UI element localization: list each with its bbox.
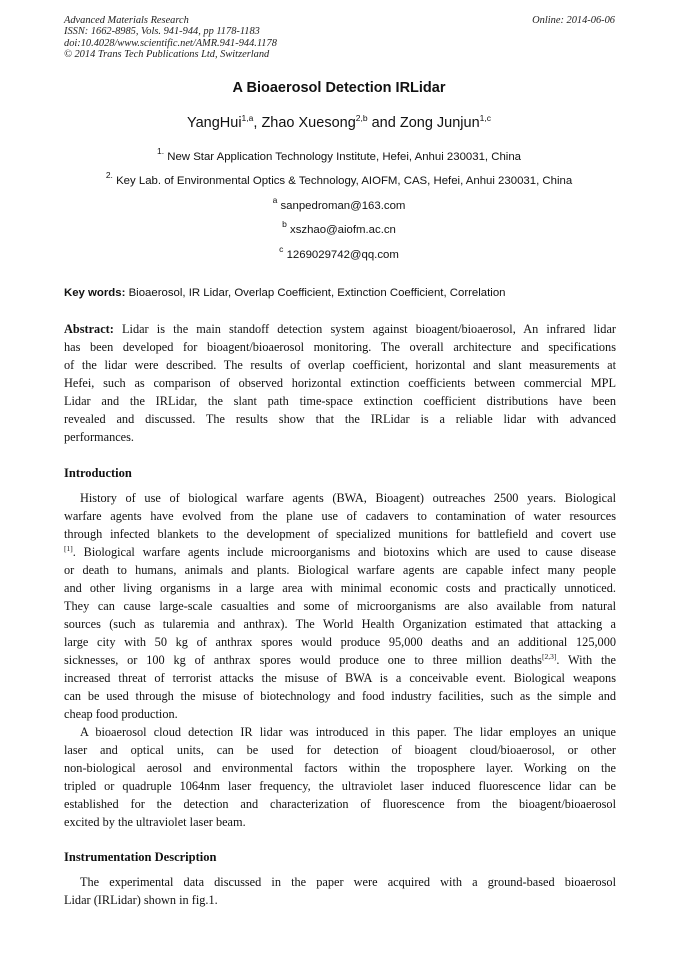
- author-separator: and: [367, 115, 400, 131]
- paragraph-line: increased threat of terrorist attacks the misuse of BWA is a conceivable event. Biological weapons: [64, 671, 616, 685]
- copyright-line: © 2014 Trans Tech Publications Ltd, Switzerland: [64, 49, 270, 61]
- abstract: [64, 320, 616, 446]
- paragraph-line: non-biological aerosol and environmental factors within the troposphere layer. Working on the: [64, 761, 616, 775]
- paragraph-line: They can cause large-scale casualties and some of microorganisms are also available from natural: [64, 599, 616, 613]
- abstract-line: revealed and discussed. The results show that the IRLidar is a reliable lidar with advanced: [64, 412, 616, 426]
- introduction-body: [64, 489, 616, 831]
- abstract-line: Lidar and the IRLidar, the slant path time-space extinction coefficient distributions have been: [64, 394, 616, 408]
- author-affiliation-marker: 1,c: [479, 113, 491, 123]
- author-name: YangHui: [187, 115, 242, 131]
- author-name: Zong Junjun: [399, 115, 480, 131]
- affiliation-text: New Star Application Technology Institute, Hefei, Anhui 230031, China: [167, 151, 522, 163]
- email-c: [0, 244, 678, 261]
- author-separator: ,: [253, 115, 262, 131]
- affiliation-marker: 1.: [156, 146, 165, 156]
- paragraph-line: can be used through the misuse of biotechnology and food industry facilities, such as the simple and: [64, 689, 616, 703]
- affiliation-text: Key Lab. of Environmental Optics & Technology, AIOFM, CAS, Hefei, Anhui 230031, China: [116, 175, 573, 187]
- citation-ref: [2,3]: [541, 652, 557, 661]
- citation-ref: [1]: [64, 544, 73, 553]
- email-marker: b: [282, 219, 287, 229]
- keywords: [64, 287, 616, 299]
- paragraph-line: laser and optical units, can be used for detection of bioagent cloud/bioaerosol, or other: [64, 743, 616, 757]
- email-address: xszhao@aiofm.ac.cn: [290, 224, 396, 236]
- paragraph-line: The experimental data discussed in the paper were acquired with a ground-based bioaerosol: [80, 875, 616, 889]
- paragraph-line: sources (such as tularemia and anthrax). The World Health Organization estimated that attacking a: [64, 617, 616, 631]
- paragraph-line: Lidar (IRLidar) shown in fig.1.: [64, 893, 218, 907]
- online-date: Online: 2014-06-06: [532, 15, 615, 26]
- paragraph-line: sicknesses, or 100 kg of anthrax spores would produce one to three million deaths[2,3]. With the: [64, 652, 616, 667]
- paragraph-line: tripled or quadruple 1064nm laser frequency, the ultraviolet laser induced fluorescence lidar can be: [64, 779, 616, 793]
- paragraph-line: warfare agents have evolved from the plane use of cadavers to contamination of water resources: [64, 509, 616, 523]
- introduction-heading: Introduction: [64, 466, 132, 480]
- paragraph-line: cheap food production.: [64, 707, 178, 721]
- issn-line: ISSN: 1662-8985, Vols. 941-944, pp 1178-1183: [64, 26, 260, 38]
- keywords-text: Bioaerosol, IR Lidar, Overlap Coefficient, Extinction Coefficient, Correlation: [128, 287, 506, 299]
- abstract-line: Hefei, such as comparison of observed horizontal extinction coefficients between commercial MPL: [64, 376, 616, 390]
- journal-name: Advanced Materials Research: [64, 15, 189, 26]
- paragraph-line: History of use of biological warfare agents (BWA, Bioagent) outreaches 2500 years. Biological: [80, 491, 616, 505]
- paragraph-line: A bioaerosol cloud detection IR lidar was introduced in this paper. The lidar employes an unique: [80, 725, 616, 739]
- instrumentation-body: [64, 873, 616, 909]
- paragraph-line: established for the detection and characterization of fluorescence from the bioagent/bioaerosol: [64, 797, 616, 811]
- author-list: [0, 115, 678, 131]
- email-b: [0, 219, 678, 236]
- abstract-line: of the lidar were described. The results of overlap coefficient, horizontal and slant measurements at: [64, 358, 616, 372]
- affiliation-marker: 2.: [105, 170, 113, 180]
- paragraph-line: excited by the ultraviolet laser beam.: [64, 815, 246, 829]
- abstract-line: Abstract: Lidar is the main standoff detection system against bioagent/bioaerosol, An infrared lidar: [64, 322, 617, 336]
- paragraph-line: and other living organisms in a large area with minimal economic costs and practically unnoticed.: [64, 581, 616, 595]
- affiliation-2: [0, 170, 678, 187]
- email-marker: a: [272, 195, 278, 205]
- email-a: [0, 195, 678, 212]
- abstract-line: performances.: [64, 430, 134, 444]
- author-name: Zhao Xuesong: [261, 115, 356, 131]
- paragraph-line: or death to humans, animals and plants. Biological warfare agents are capable infect many people: [64, 563, 616, 577]
- paper-title: A Bioaerosol Detection IRLidar: [232, 80, 446, 96]
- journal-header: [64, 15, 444, 61]
- doi-line: doi:10.4028/www.scientific.net/AMR.941-944.1178: [64, 37, 277, 49]
- paragraph-line: [1]. Biological warfare agents include microorganisms and biotoxins which are used to cause disease: [64, 544, 616, 559]
- email-marker: c: [279, 244, 284, 254]
- instrumentation-heading: Instrumentation Description: [64, 850, 217, 864]
- email-address: 1269029742@qq.com: [286, 249, 399, 261]
- keywords-label: Key words:: [64, 287, 126, 299]
- paragraph-line: through infected blankets to the development of specialized munitions for battlefield and covert use: [64, 527, 616, 541]
- affiliation-1: [0, 146, 678, 163]
- author-affiliation-marker: 1,a: [241, 113, 254, 123]
- paragraph-line: large city with 50 kg of anthrax spores would produce 95,000 deaths and an additional 125,000: [64, 635, 616, 649]
- email-address: sanpedroman@163.com: [280, 200, 406, 212]
- abstract-line: has been developed for bioagent/bioaerosol monitoring. The overall architecture and specifications: [64, 340, 616, 354]
- author-affiliation-marker: 2,b: [355, 113, 368, 123]
- abstract-label: Abstract:: [64, 322, 114, 336]
